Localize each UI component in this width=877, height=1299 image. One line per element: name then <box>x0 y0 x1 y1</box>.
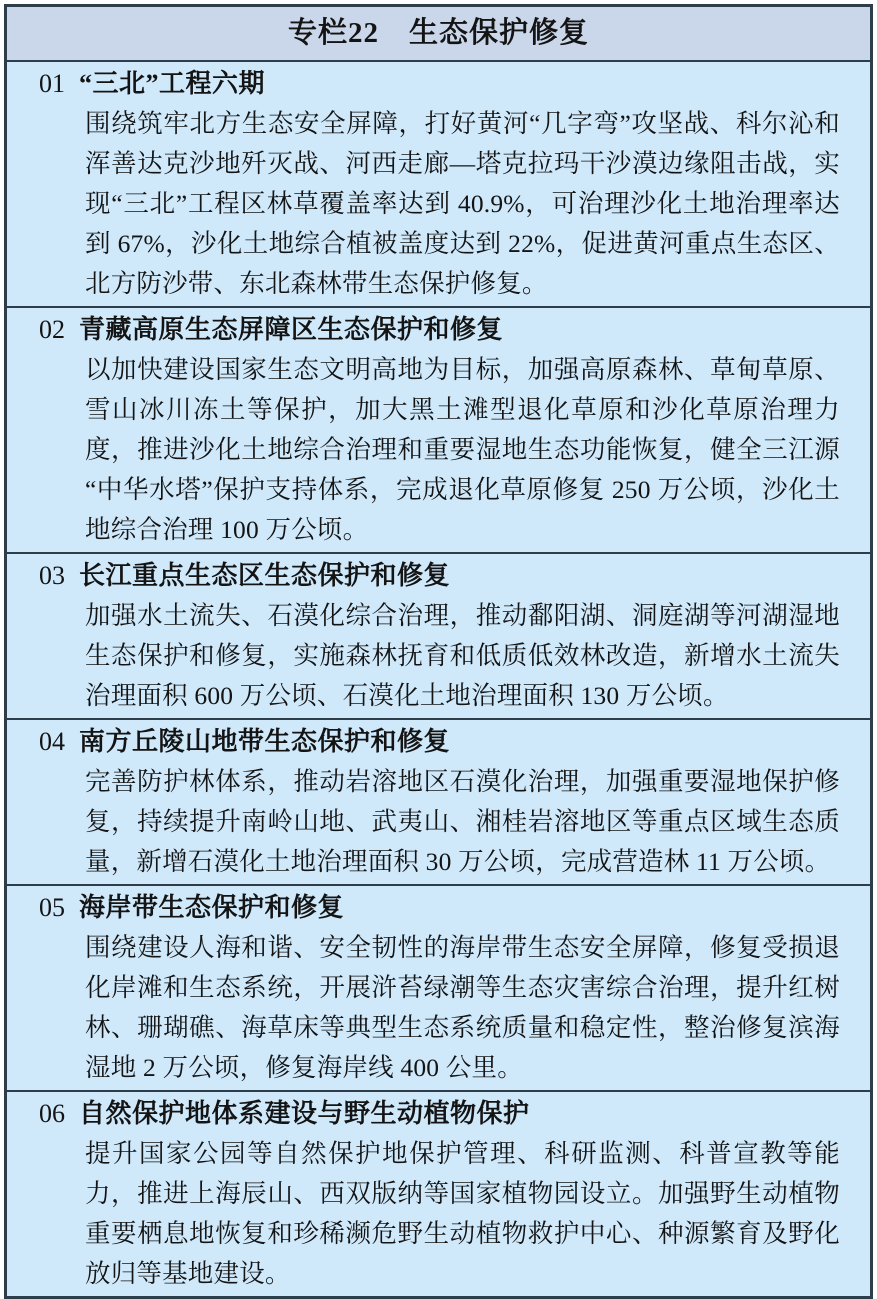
section-05 <box>7 886 870 1092</box>
panel-column-22 <box>4 4 873 1299</box>
section-01 <box>7 62 870 308</box>
section-title-row <box>39 888 840 928</box>
section-04 <box>7 720 870 886</box>
section-title-row <box>39 310 840 350</box>
section-body: 围绕筑牢北方生态安全屏障，打好黄河“几字弯”攻坚战、科尔沁和浑善达克沙地歼灭战、河西走廊—塔克拉玛干沙漠边缘阻击战，实现“三北”工程区林草覆盖率达到 40.9%，可治理沙化土地治理率达到 67%，沙化土地综合植被盖度达到 22%，促进黄河重点生态区、北方防沙带、东北森林带生态保护修复。 <box>85 109 840 298</box>
section-title: “三北”工程六期 <box>79 69 266 98</box>
section-number: 04 <box>39 727 65 756</box>
section-title: 自然保护地体系建设与野生动植物保护 <box>79 1099 530 1128</box>
section-title-row <box>39 64 840 104</box>
section-title: 长江重点生态区生态保护和修复 <box>79 561 451 590</box>
section-title-row <box>39 1094 840 1134</box>
section-body: 提升国家公园等自然保护地保护管理、科研监测、科普宣教等能力，推进上海辰山、西双版纳等国家植物园设立。加强野生动植物重要栖息地恢复和珍稀濒危野生动植物救护中心、种源繁育及野化放归等基地建设。 <box>85 1139 840 1288</box>
section-06 <box>7 1092 870 1296</box>
panel-header <box>7 7 870 62</box>
section-body: 完善防护林体系，推动岩溶地区石漠化治理，加强重要湿地保护修复，持续提升南岭山地、武夷山、湘桂岩溶地区等重点区域生态质量，新增石漠化土地治理面积 30 万公顷，完成营造林 11 万公顷。 <box>85 767 840 876</box>
section-body: 围绕建设人海和谐、安全韧性的海岸带生态安全屏障，修复受损退化岸滩和生态系统，开展浒苔绿潮等生态灾害综合治理，提升红树林、珊瑚礁、海草床等典型生态系统质量和稳定性，整治修复滨海湿地 2 万公顷，修复海岸线 400 公里。 <box>85 933 840 1082</box>
section-number: 06 <box>39 1099 65 1128</box>
section-02 <box>7 308 870 554</box>
section-body: 加强水土流失、石漠化综合治理，推动鄱阳湖、洞庭湖等河湖湿地生态保护和修复，实施森林抚育和低质低效林改造，新增水土流失治理面积 600 万公顷、石漠化土地治理面积 130 万公顷。 <box>85 601 840 710</box>
section-number: 05 <box>39 893 65 922</box>
section-number: 02 <box>39 315 65 344</box>
section-number: 03 <box>39 561 65 590</box>
section-title: 南方丘陵山地带生态保护和修复 <box>79 727 451 756</box>
section-number: 01 <box>39 69 65 98</box>
panel-title: 专栏22 生态保护修复 <box>287 17 589 49</box>
section-title-row <box>39 722 840 762</box>
section-title: 海岸带生态保护和修复 <box>79 893 345 922</box>
section-title-row <box>39 556 840 596</box>
section-title: 青藏高原生态屏障区生态保护和修复 <box>79 315 504 344</box>
section-03 <box>7 554 870 720</box>
section-body: 以加快建设国家生态文明高地为目标，加强高原森林、草甸草原、雪山冰川冻土等保护，加大黑土滩型退化草原和沙化草原治理力度，推进沙化土地综合治理和重要湿地生态功能恢复，健全三江源“中华水塔”保护支持体系，完成退化草原修复 250 万公顷，沙化土地综合治理 100 万公顷。 <box>85 355 840 544</box>
